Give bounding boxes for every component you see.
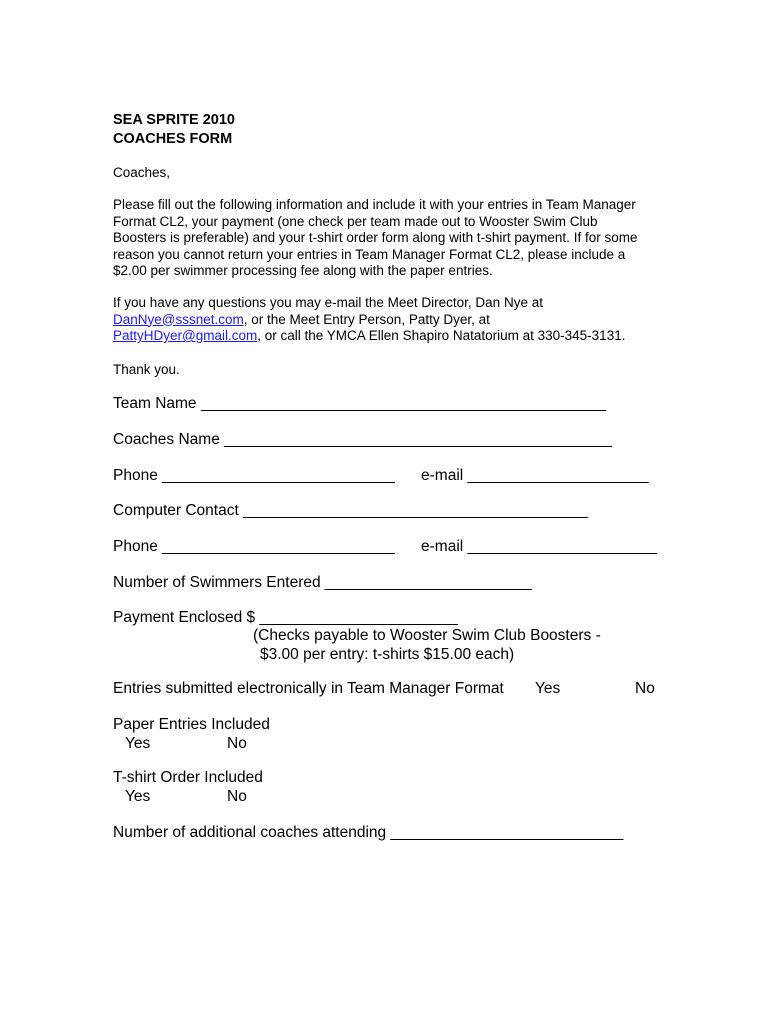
instructions-line: $2.00 per swimmer processing fee along with the paper entries. (113, 263, 493, 278)
electronic-entries-label: Entries submitted electronically in Team Manager Format (113, 680, 504, 697)
instructions-line: reason you cannot return your entries in Team Manager Format CL2, please include a (113, 246, 626, 262)
meet-director-email-link[interactable]: DanNye@sssnet.com (113, 311, 244, 327)
instructions-line: Please fill out the following information and include it with your entries in Team Manager (113, 197, 636, 212)
contact-line-2-text: , or the Meet Entry Person, Patty Dyer, at (243, 311, 490, 327)
contact-paragraph (113, 295, 673, 345)
tshirt-order-label: T-shirt Order Included (113, 769, 263, 786)
payment-note-line2: $3.00 per entry: t-shirts $15.00 each) (260, 646, 515, 663)
salutation: Coaches, (113, 165, 171, 180)
payment-enclosed-field[interactable]: Payment Enclosed $ _______________________ (113, 609, 458, 626)
tshirt-no-option[interactable]: No (227, 788, 247, 805)
email-field-2[interactable]: e-mail ______________________ (421, 538, 658, 555)
contact-line-2 (113, 312, 673, 329)
paper-yes-option[interactable]: Yes (125, 735, 151, 752)
contact-line-3-text: , or call the YMCA Ellen Shapiro Natatorium at 330-345-3131. (257, 328, 626, 343)
coaches-name-field[interactable]: Coaches Name _____________________________________________ (113, 431, 613, 448)
payment-note-line1: (Checks payable to Wooster Swim Club Boosters - (253, 627, 601, 644)
contact-line-1: If you have any questions you may e-mail the Meet Director, Dan Nye at (113, 295, 543, 310)
contact-line-3 (113, 328, 673, 345)
page-title-line2: COACHES FORM (113, 131, 233, 147)
swimmers-entered-field[interactable]: Number of Swimmers Entered ________________________ (113, 574, 532, 591)
electronic-no-option[interactable]: No (635, 680, 655, 697)
paper-entries-label: Paper Entries Included (113, 716, 270, 733)
email-field-1[interactable]: e-mail _____________________ (421, 467, 649, 484)
phone-field-1[interactable]: Phone ___________________________ (113, 467, 395, 484)
instructions-line: Format CL2, your payment (one check per team made out to Wooster Swim Club (113, 213, 598, 229)
additional-coaches-field[interactable]: Number of additional coaches attending ___________________________ (113, 824, 624, 841)
computer-contact-field[interactable]: Computer Contact ________________________________________ (113, 502, 588, 519)
thank-you: Thank you. (113, 362, 180, 377)
paper-no-option[interactable]: No (227, 735, 247, 752)
page-title-line1: SEA SPRITE 2010 (113, 112, 235, 128)
meet-entry-email-link[interactable]: PattyHDyer@gmail.com (113, 328, 258, 343)
instructions-paragraph (113, 197, 673, 280)
instructions-line: Boosters is preferable) and your t-shirt order form along with t-shirt payment. If for some (113, 230, 638, 245)
tshirt-yes-option[interactable]: Yes (125, 788, 151, 805)
phone-field-2[interactable]: Phone ___________________________ (113, 538, 395, 555)
team-name-field[interactable]: Team Name _______________________________________________ (113, 395, 607, 412)
electronic-yes-option[interactable]: Yes (535, 680, 561, 697)
